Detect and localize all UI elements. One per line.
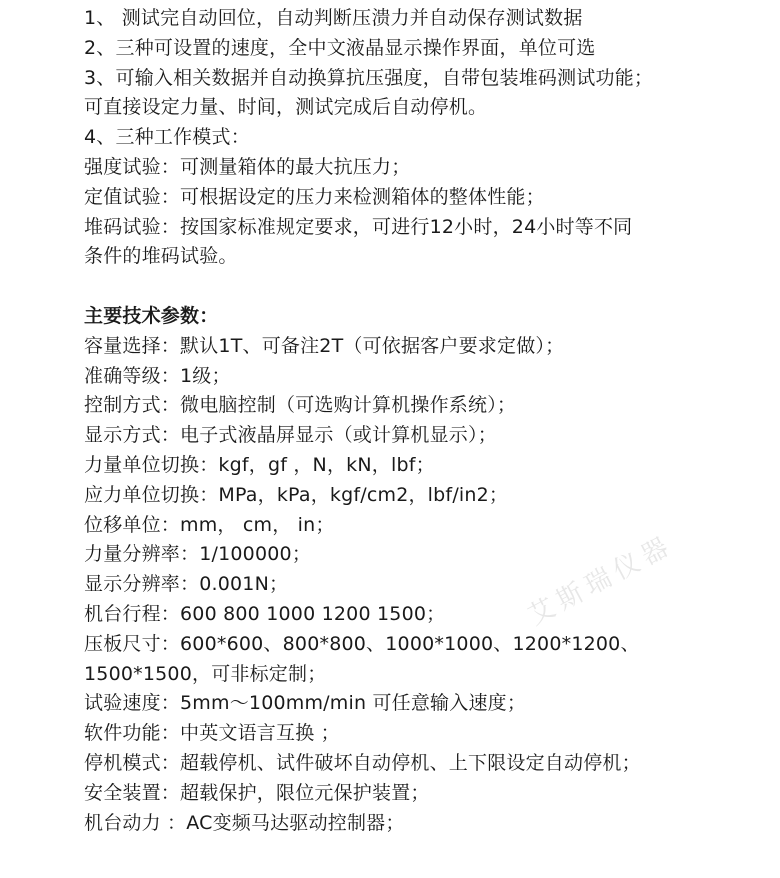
feature-line: 强度试验：可测量箱体的最大抗压力； — [84, 155, 411, 178]
spec-line: 显示方式：电子式液晶屏显示（或计算机显示）； — [84, 424, 497, 447]
spec-line: 安全装置：超载保护，限位元保护装置； — [84, 781, 430, 804]
spec-line: 控制方式：微电脑控制（可选购计算机操作系统）； — [84, 394, 517, 417]
spec-line: 试验速度：5mm～100mm/min 可任意输入速度； — [84, 692, 527, 715]
spec-line: 停机模式：超载停机、试件破坏自动停机、上下限设定自动停机； — [84, 751, 641, 774]
spec-line: 显示分辨率：0.001N； — [84, 573, 289, 596]
watermark: 艾斯瑞仪器 — [523, 529, 679, 632]
document-body — [84, 4, 764, 838]
spec-line: 位移单位：mm， cm， in； — [84, 513, 335, 536]
spec-line: 1500*1500，可非标定制； — [84, 662, 327, 685]
spec-line: 容量选择：默认1T、可备注2T（可依据客户要求定做）； — [84, 334, 565, 357]
spec-line: 力量单位切换：kgf，gf ，N，kN，lbf； — [84, 453, 435, 476]
feature-line: 定值试验：可根据设定的压力来检测箱体的整体性能； — [84, 185, 545, 208]
specs-heading: 主要技术参数： — [84, 304, 219, 327]
spec-line: 压板尺寸：600*600、800*800、1000*1000、1200*1200、 — [84, 632, 640, 655]
feature-line: 堆码试验：按国家标准规定要求，可进行12小时，24小时等不同 — [84, 215, 633, 238]
spec-line: 准确等级：1级； — [84, 364, 231, 387]
section-gap — [84, 272, 764, 302]
feature-line: 可直接设定力量、时间，测试完成后自动停机。 — [84, 96, 488, 119]
feature-line: 1、 测试完自动回位，自动判断压溃力并自动保存测试数据 — [84, 7, 583, 29]
feature-line: 3、可输入相关数据并自动换算抗压强度，自带包装堆码测试功能； — [84, 66, 654, 89]
feature-line: 2、三种可设置的速度，全中文液晶显示操作界面，单位可选 — [84, 36, 596, 59]
feature-line: 条件的堆码试验。 — [84, 245, 238, 268]
spec-line: 软件功能：中英文语言互换 ； — [84, 722, 340, 745]
spec-line: 力量分辨率：1/100000； — [84, 543, 312, 566]
feature-line: 4、三种工作模式： — [84, 126, 250, 149]
spec-line: 机台动力 ：AC变频马达驱动控制器； — [84, 811, 405, 834]
spec-line: 应力单位切换：MPa，kPa，kgf/cm2，lbf/in2； — [84, 483, 509, 506]
spec-line: 机台行程：600 800 1000 1200 1500； — [84, 602, 446, 625]
features-section — [84, 4, 764, 272]
specs-section — [84, 302, 764, 838]
